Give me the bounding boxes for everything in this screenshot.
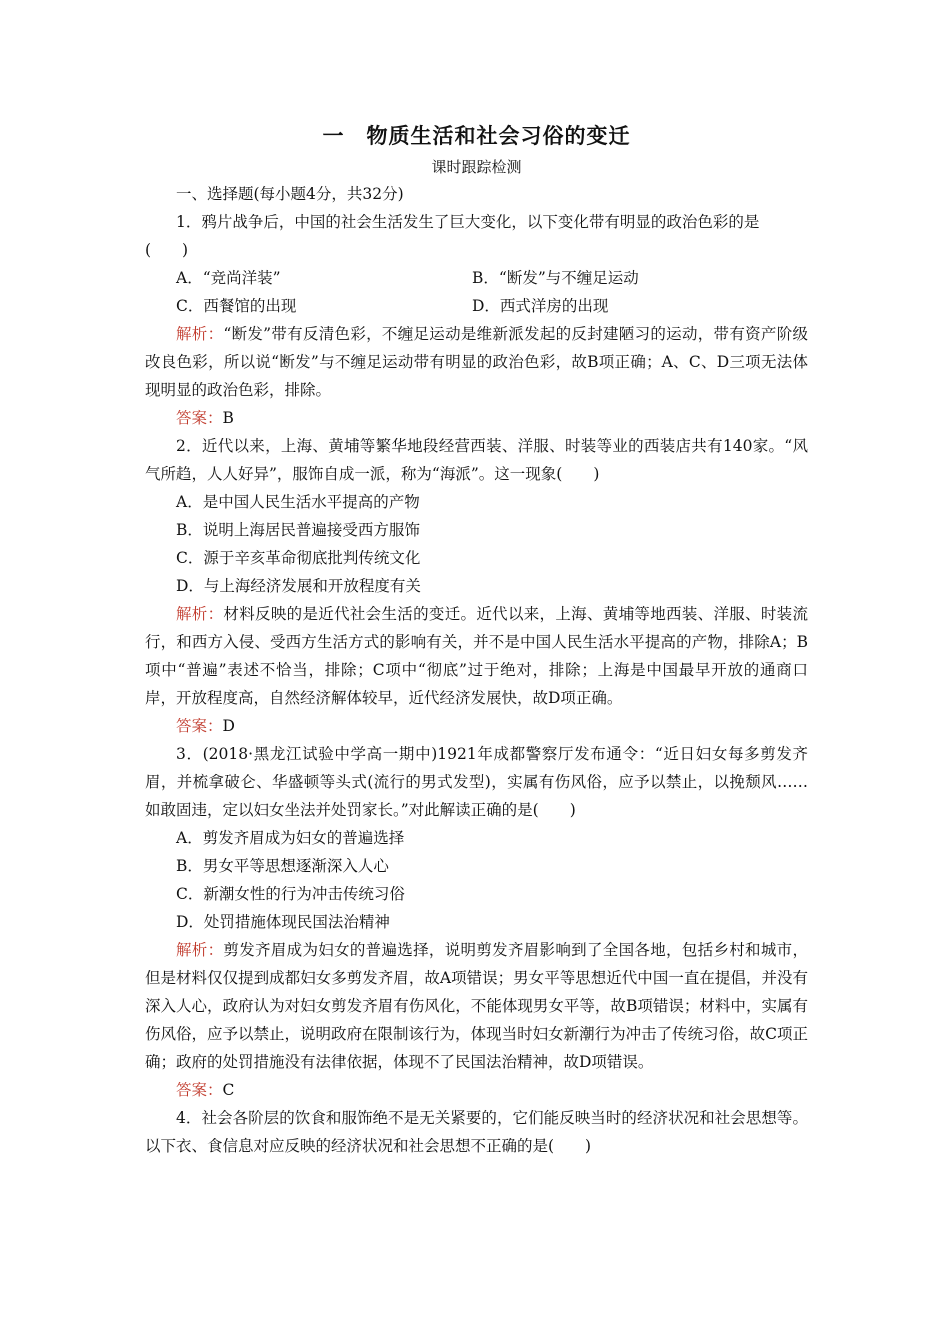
question-stem: 2．近代以来，上海、黄埔等繁华地段经营西装、洋服、时装等业的西装店共有140家。“风气所趋，人人好异”，服饰自成一派，称为“海派”。这一现象( ) <box>145 437 808 483</box>
answer <box>145 404 808 432</box>
option-b: B．男女平等思想逐渐深入人心 <box>176 857 389 875</box>
question-stem: 1．鸦片战争后，中国的社会生活发生了巨大变化，以下变化带有明显的政治色彩的是 <box>176 213 760 231</box>
answer-value: B <box>222 409 234 427</box>
analysis-text: “断发”带有反清色彩，不缠足运动是维新派发起的反封建陋习的运动，带有资产阶级改良色彩，所以说“断发”与不缠足运动带有明显的政治色彩，故B项正确；A、C、D三项无法体现明显的政治色彩，排除。 <box>145 325 808 399</box>
option-c: C．源于辛亥革命彻底批判传统文化 <box>176 549 421 567</box>
document-page <box>145 118 808 1160</box>
option-a: A．是中国人民生活水平提高的产物 <box>176 493 420 511</box>
option-a: A．“竞尚洋装” <box>176 269 281 287</box>
analysis <box>145 936 808 1076</box>
question-bracket: ( ) <box>145 241 189 259</box>
option-row <box>145 264 808 292</box>
question-stem: 3．(2018·黑龙江试验中学高一期中)1921年成都警察厅发布通令：“近日妇女每多剪发齐眉，并梳拿破仑、华盛顿等头式(流行的男式发型)，实属有伤风俗，应予以禁止，以挽颓风……如敢固违，定以妇女坐法并处罚家长。”对此解读正确的是( ) <box>145 745 808 819</box>
option-d: D．西式洋房的出现 <box>472 297 609 315</box>
option-a: A．剪发齐眉成为妇女的普遍选择 <box>176 829 405 847</box>
option-b: B．说明上海居民普遍接受西方服饰 <box>176 521 420 539</box>
option-c: C．新潮女性的行为冲击传统习俗 <box>176 885 405 903</box>
question-stem: 4．社会各阶层的饮食和服饰绝不是无关紧要的，它们能反映当时的经济状况和社会思想等。以下衣、食信息对应反映的经济状况和社会思想不正确的是( ) <box>145 1109 808 1155</box>
question-4 <box>145 1104 808 1160</box>
question-1 <box>145 208 808 432</box>
analysis-label: 解析： <box>176 605 224 623</box>
analysis <box>145 600 808 712</box>
answer-label: 答案： <box>176 717 223 735</box>
analysis-label: 解析： <box>176 941 224 959</box>
answer-label: 答案： <box>176 1081 223 1099</box>
answer-value: C <box>222 1081 235 1099</box>
analysis-label: 解析： <box>176 325 224 343</box>
option-d: D．处罚措施体现民国法治精神 <box>176 913 390 931</box>
option-row <box>145 292 808 320</box>
page-subtitle: 课时跟踪检测 <box>431 158 522 176</box>
option-b: B．“断发”与不缠足运动 <box>472 269 639 287</box>
answer <box>145 1076 808 1104</box>
option-d: D．与上海经济发展和开放程度有关 <box>176 577 421 595</box>
question-3 <box>145 740 808 1104</box>
analysis-text: 剪发齐眉成为妇女的普遍选择，说明剪发齐眉影响到了全国各地，包括乡村和城市，但是材料仅仅提到成都妇女多剪发齐眉，故A项错误；男女平等思想近代中国一直在提倡，并没有深入人心，政府认为对妇女剪发齐眉有伤风化，不能体现男女平等，故B项错误；材料中，实属有伤风俗，应予以禁止，说明政府在限制该行为，体现当时妇女新潮行为冲击了传统习俗，故C项正确；政府的处罚措施没有法律依据，体现不了民国法治精神，故D项错误。 <box>145 941 808 1071</box>
section-heading: 一、选择题(每小题4分，共32分) <box>176 185 404 203</box>
answer <box>145 712 808 740</box>
analysis-text: 材料反映的是近代社会生活的变迁。近代以来，上海、黄埔等地西装、洋服、时装流行，和西方入侵、受西方生活方式的影响有关，并不是中国人民生活水平提高的产物，排除A；B项中“普遍”表述不恰当，排除；C项中“彻底”过于绝对，排除；上海是中国最早开放的通商口岸，开放程度高，自然经济解体较早，近代经济发展快，故D项正确。 <box>145 605 808 707</box>
page-title: 一 物质生活和社会习俗的变迁 <box>322 124 631 148</box>
question-2 <box>145 432 808 740</box>
analysis <box>145 320 808 404</box>
answer-label: 答案： <box>176 409 223 427</box>
option-c: C．西餐馆的出现 <box>176 297 297 315</box>
answer-value: D <box>222 717 235 735</box>
